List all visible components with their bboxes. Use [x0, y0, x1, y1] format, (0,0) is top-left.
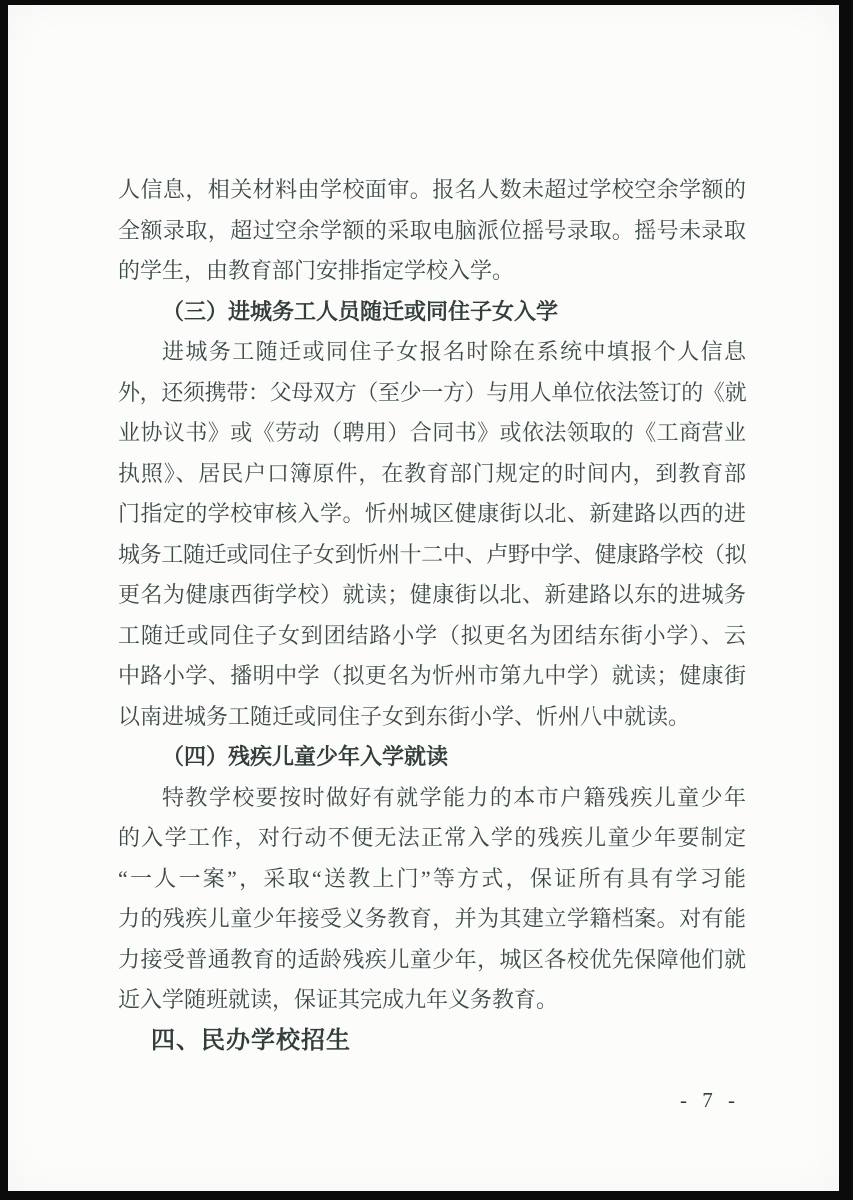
text-line: 力的残疾儿童少年接受义务教育，并为其建立学籍档案。对有能	[118, 906, 746, 931]
text-line: 以南进城务工随迁或同住子女到东街小学、忻州八中就读。	[118, 703, 691, 729]
text-line: “一人一案”，采取“送教上门”等方式，保证所有具有学习能	[118, 865, 746, 891]
text-line: 力接受普通教育的适龄残疾儿童少年，城区各校优先保障他们就	[118, 946, 746, 972]
section-heading: （四）残疾儿童少年入学就读	[162, 744, 449, 769]
text-line: 更名为健康西街学校）就读；健康街以北、新建路以东的进城务	[118, 582, 746, 607]
text-line: 进城务工随迁或同住子女报名时除在系统中填报个人信息	[162, 339, 746, 364]
text-line: 门指定的学校审核入学。忻州城区健康街以北、新建路以西的进	[118, 501, 746, 526]
text-line: 执照》、居民户口簿原件，在教育部门规定的时间内，到教育部	[118, 460, 746, 486]
text-line: 业协议书》或《劳动（聘用）合同书》或依法领取的《工商营业	[118, 420, 746, 445]
text-line: 外，还须携带：父母双方（至少一方）与用人单位依法签订的《就	[118, 379, 746, 405]
document-page	[8, 5, 839, 1191]
text-line: 的入学工作，对行动不便无法正常入学的残疾儿童少年要制定	[118, 825, 746, 850]
text-line: 工随迁或同住子女到团结路小学（拟更名为团结东街小学）、云	[118, 622, 746, 648]
document-body	[118, 170, 746, 1061]
text-line: 城务工随迁或同住子女到忻州十二中、卢野中学、健康路学校（拟	[118, 541, 746, 567]
text-line: 的学生，由教育部门安排指定学校入学。	[118, 258, 515, 283]
section-heading: 四、民办学校招生	[151, 1026, 351, 1054]
page-number: - 7 -	[680, 1088, 740, 1112]
text-line: 全额录取，超过空余学额的采取电脑派位摇号录取。摇号未录取	[118, 217, 746, 243]
text-line: 特教学校要按时做好有就学能力的本市户籍残疾儿童少年	[162, 784, 746, 810]
text-line: 人信息，相关材料由学校面审。报名人数未超过学校空余学额的	[118, 177, 746, 202]
text-line: 中路小学、播明中学（拟更名为忻州市第九中学）就读；健康街	[118, 663, 746, 688]
section-heading: （三）进城务工人员随迁或同住子女入学	[162, 298, 559, 324]
text-line: 近入学随班就读，保证其完成九年义务教育。	[118, 987, 559, 1012]
